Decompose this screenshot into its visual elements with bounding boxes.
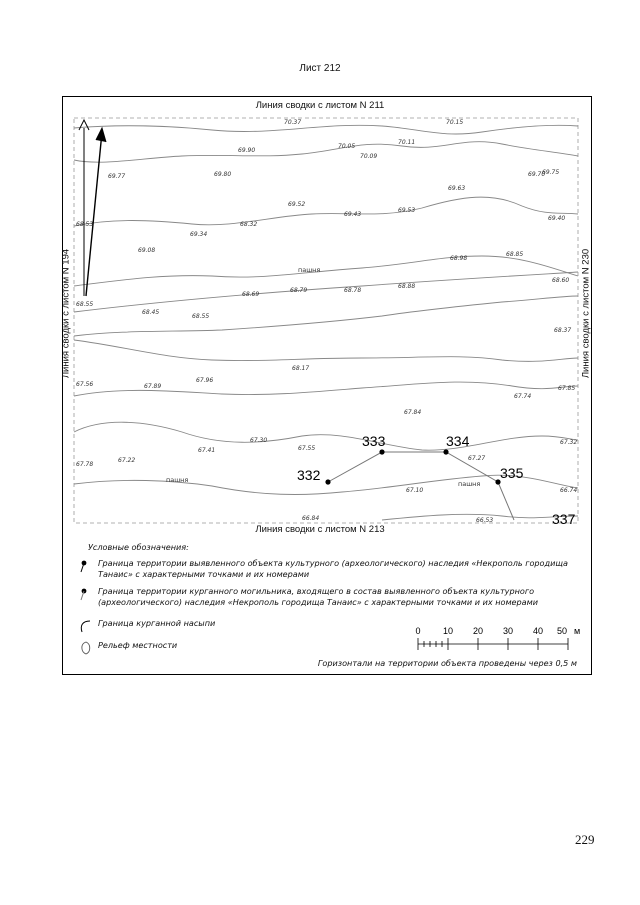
elevation-label: 70.15 [446, 119, 464, 126]
terrain-label: пашня [298, 266, 321, 274]
edge-label-right: Линия сводки с листом N 230 [580, 248, 592, 379]
elevation-label: 68.60 [552, 277, 570, 284]
elevation-label: 67.27 [468, 455, 486, 462]
elevation-label: 69.53 [398, 207, 416, 214]
elevation-label: 69.52 [288, 201, 306, 208]
edge-label-left: Линия сводки с листом N 194 [60, 248, 72, 379]
elevation-label: 68.53 [76, 221, 94, 228]
scale-tick-label: 30 [502, 626, 514, 636]
elevation-label: 67.78 [76, 461, 94, 468]
boundary-point-icon [78, 558, 94, 574]
edge-label-bottom: Линия сводки с листом N 213 [255, 524, 385, 535]
sheet-title: Лист 212 [299, 63, 341, 74]
elevation-label: 67.10 [406, 487, 424, 494]
legend-text: Граница курганной насыпи [98, 618, 216, 628]
page-number: 229 [575, 832, 595, 847]
terrain-label: пашня [166, 476, 189, 484]
scale-tick-label: 20 [472, 626, 484, 636]
point-label: 334 [446, 433, 470, 449]
elevation-label: 68.55 [192, 313, 210, 320]
elevation-label: 68.55 [76, 301, 94, 308]
edge-label-top: Линия сводки с листом N 211 [255, 100, 385, 111]
legend-text: Граница территории выявленного объекта культурного (археологического) наследия «Некрополь городища Танаис» с характерными точками и их номерами [98, 558, 568, 579]
point-label: 337 [552, 511, 576, 526]
elevation-label: 66.53 [476, 517, 494, 524]
elevation-label: 68.37 [554, 327, 572, 334]
legend-text: Рельеф местности [98, 640, 178, 650]
terrain-label: пашня [458, 480, 481, 488]
point-label: 332 [297, 467, 321, 483]
elevation-label: 69.75 [542, 169, 560, 176]
scale-tick-label: 10 [442, 626, 454, 636]
elevation-label: 67.74 [514, 393, 532, 400]
elevation-label: 67.22 [118, 457, 136, 464]
elevation-label: 70.11 [398, 139, 416, 146]
elevation-label: 68.88 [398, 283, 416, 290]
elevation-label: 70.09 [360, 153, 378, 160]
elevation-label: 68.98 [450, 255, 468, 262]
mound-boundary-icon [78, 618, 94, 634]
elevation-label: 67.41 [198, 447, 216, 454]
legend-text: Граница территории курганного могильника, входящего в состав выявленного объекта культурного (археологического) наследия «Некрополь городища Танаис» с характерными точками и их номерами [98, 586, 538, 607]
elevation-label: 69.63 [448, 185, 466, 192]
scale-unit: м [574, 626, 581, 636]
scale-tick-label: 0 [415, 626, 421, 636]
scale-tick-label: 40 [532, 626, 544, 636]
elevation-label: 67.85 [558, 385, 576, 392]
elevation-label: 66.74 [560, 487, 578, 494]
contour-interval-note: Горизонтали на территории объекта проведены через 0,5 м [317, 658, 577, 668]
elevation-label: 67.96 [196, 377, 214, 384]
elevation-label: 69.43 [344, 211, 362, 218]
elevation-label: 69.40 [548, 215, 566, 222]
point-label: 333 [362, 433, 386, 449]
elevation-label: 69.77 [108, 173, 126, 180]
elevation-label: 69.70 [528, 171, 546, 178]
point-label: 335 [500, 465, 524, 481]
terrain-relief-icon [78, 640, 94, 656]
elevation-label: 70.37 [284, 119, 302, 126]
elevation-label: 67.55 [298, 445, 316, 452]
elevation-label: 66.84 [302, 515, 320, 522]
elevation-label: 70.05 [338, 143, 356, 150]
elevation-label: 69.80 [214, 171, 232, 178]
elevation-label: 67.89 [144, 383, 162, 390]
elevation-label: 68.79 [290, 287, 308, 294]
elevation-label: 68.78 [344, 287, 362, 294]
elevation-label: 68.69 [242, 291, 260, 298]
elevation-label: 67.56 [76, 381, 94, 388]
scale-bar [408, 624, 588, 656]
elevation-label: 68.32 [240, 221, 258, 228]
elevation-label: 68.85 [506, 251, 524, 258]
elevation-label: 68.17 [292, 365, 310, 372]
scale-tick-label: 50 [556, 626, 568, 636]
legend-title: Условные обозначения: [88, 542, 189, 552]
kurgan-point-icon [78, 586, 94, 602]
elevation-label: 68.45 [142, 309, 160, 316]
elevation-label: 67.30 [250, 437, 268, 444]
elevation-label: 69.90 [238, 147, 256, 154]
elevation-label: 67.84 [404, 409, 422, 416]
elevation-label: 67.32 [560, 439, 578, 446]
elevation-label: 69.08 [138, 247, 156, 254]
elevation-label: 69.34 [190, 231, 208, 238]
